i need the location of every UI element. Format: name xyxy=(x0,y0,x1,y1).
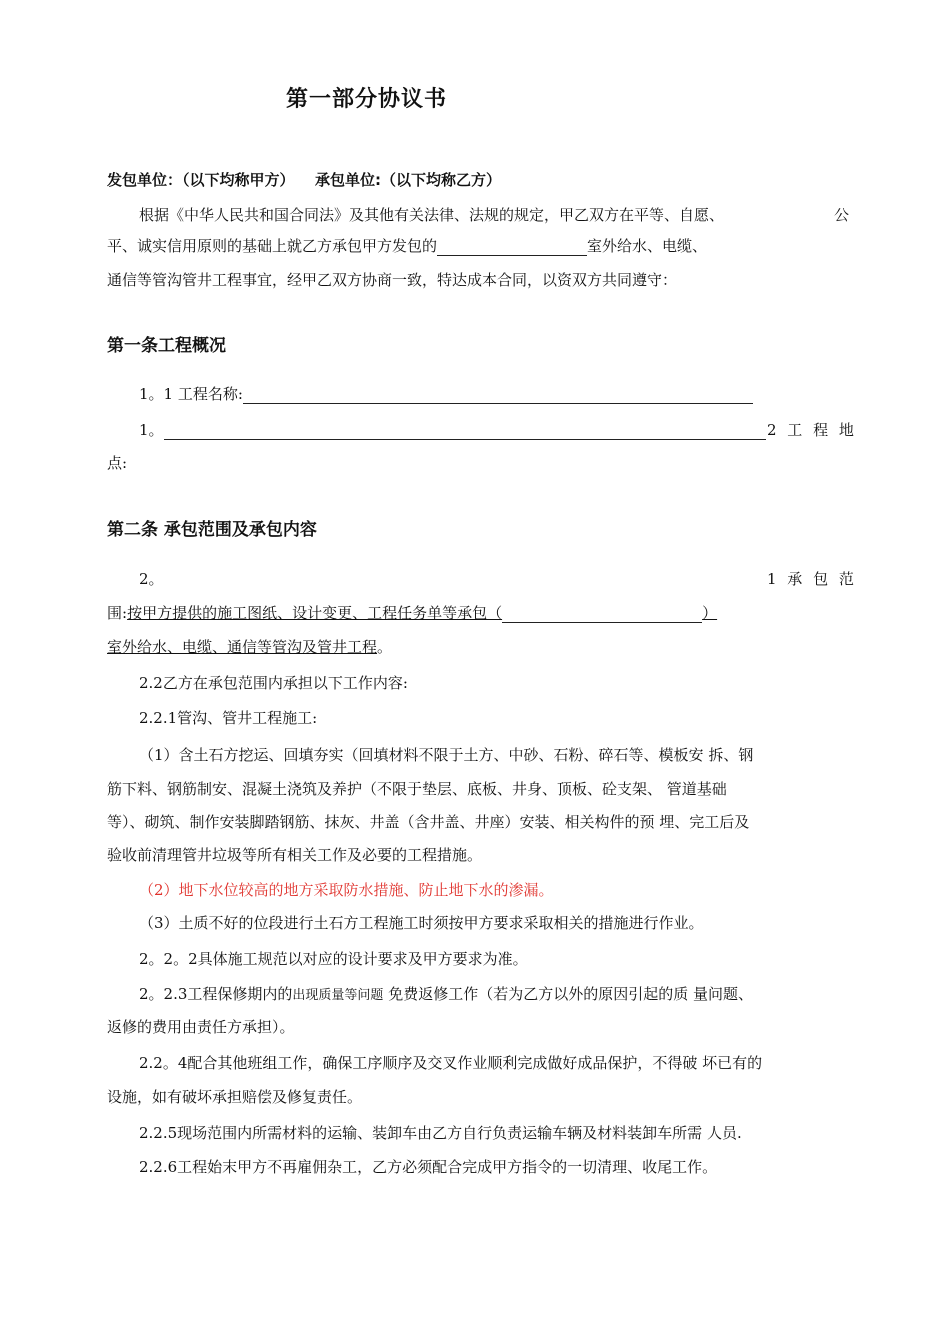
work-item-2: （2）地下水位较高的地方采取防水措施、防止地下水的渗漏。 xyxy=(139,881,554,899)
project-location-blank[interactable] xyxy=(164,423,766,440)
scope-line-1 xyxy=(107,603,717,623)
employer-label: 发包单位：（以下均称甲方） xyxy=(107,171,295,189)
project-name-label: 1。1 工程名称: xyxy=(139,385,243,403)
article-1-item-1 xyxy=(139,384,753,404)
work-item-3: （3）土质不好的位段进行土石方工程施工时须按甲方要求采取相关的措施进行作业。 xyxy=(139,914,704,932)
parties-line xyxy=(107,170,501,190)
clause-2-2-4-line-1: 2.2。4配合其他班组工作，确保工序顺序及交叉作业顺利完成做好成品保护，不得破 坏已有的 xyxy=(139,1054,763,1072)
clause-2-2-6: 2.2.6工程始末甲方不再雇佣杂工，乙方必须配合完成甲方指令的一切清理、收尾工作。 xyxy=(139,1158,718,1176)
clause-2-2-3-line-1 xyxy=(139,984,753,1006)
preamble-line-2-a: 平、诚实信用原则的基础上就乙方承包甲方发包的 xyxy=(107,237,438,255)
clause-2-2-4-line-2: 设施，如有破坏承担赔偿及修复责任。 xyxy=(107,1088,363,1106)
work-item-1-line-1: （1）含土石方挖运、回填夯实（回填材料不限于土方、中砂、石粉、碎石等、模板安 拆、钢 xyxy=(139,746,754,764)
scope-line-2-end: 。 xyxy=(377,638,393,656)
clause-2-2-1: 2.2.1管沟、管井工程施工: xyxy=(139,709,318,727)
preamble-line-2 xyxy=(107,236,707,256)
article-1-heading: 第一条工程概况 xyxy=(107,336,226,356)
project-name-blank[interactable] xyxy=(243,387,753,404)
scope-line-2 xyxy=(107,637,392,657)
scope-prefix: 围: xyxy=(107,604,128,622)
clause-2-2-3-line-2: 返修的费用由责任方承担）。 xyxy=(107,1018,295,1036)
scope-label: 1 承 包 范 xyxy=(767,570,857,588)
page-title: 第一部分协议书 xyxy=(286,87,448,112)
clause-2-2-3-small: 出现质量等问题 xyxy=(292,988,384,1003)
work-item-1-line-3: 等）、砌筑、制作安装脚踏钢筋、抹灰、井盖（含井盖、井座）安装、相关构件的预 埋、完工后及 xyxy=(107,813,750,831)
contractor-label: 承包单位:（以下均称乙方） xyxy=(314,171,501,189)
work-item-1-line-2: 筋下料、钢筋制安、混凝土浇筑及养护（不限于垫层、底板、井身、顶板、砼支架、 管道基础 xyxy=(107,780,727,798)
preamble-line-1: 根据《中华人民共和国合同法》及其他有关法律、法规的规定，甲乙双方在平等、自愿、 xyxy=(139,206,725,224)
scope-text: 按甲方提供的施工图纸、设计变更、工程任务单等承包（ xyxy=(127,604,503,622)
project-blank[interactable] xyxy=(437,239,587,256)
project-location-label-cont: 点: xyxy=(107,454,128,472)
clause-2-2-2: 2。2。2具体施工规范以对应的设计要求及甲方要求为准。 xyxy=(139,950,528,968)
article-2-item-1: 2。 xyxy=(139,570,164,588)
article-1-item-2 xyxy=(139,420,766,440)
scope-blank[interactable] xyxy=(502,606,702,623)
preamble-line-1-end: 公 xyxy=(834,206,850,224)
scope-close: ） xyxy=(702,604,718,622)
clause-2-2-5: 2.2.5现场范围内所需材料的运输、装卸车由乙方自行负责运输车辆及材料装卸车所需 人员. xyxy=(139,1124,742,1142)
clause-2-2-3-b: 免费返修工作（若为乙方以外的原因引起的质 量问题、 xyxy=(383,985,753,1003)
article-2-heading: 第二条 承包范围及承包内容 xyxy=(107,520,317,540)
project-location-label: 2 工 程 地 xyxy=(767,421,857,439)
preamble-line-3: 通信等管沟管井工程事宜，经甲乙双方协商一致，特达成本合同，以资双方共同遵守： xyxy=(107,271,678,289)
preamble-line-2-b: 室外给水、电缆、 xyxy=(587,237,708,255)
clause-2-2-3-a: 2。2.3工程保修期内的 xyxy=(139,985,293,1003)
work-item-1-line-4: 验收前清理管井垃圾等所有相关工作及必要的工程措施。 xyxy=(107,846,483,864)
item-2-label: 1。 xyxy=(139,421,164,439)
scope-line-2-text: 室外给水、电缆、通信等管沟及管井工程 xyxy=(107,638,378,656)
clause-2-2: 2.2乙方在承包范围内承担以下工作内容: xyxy=(139,674,408,692)
